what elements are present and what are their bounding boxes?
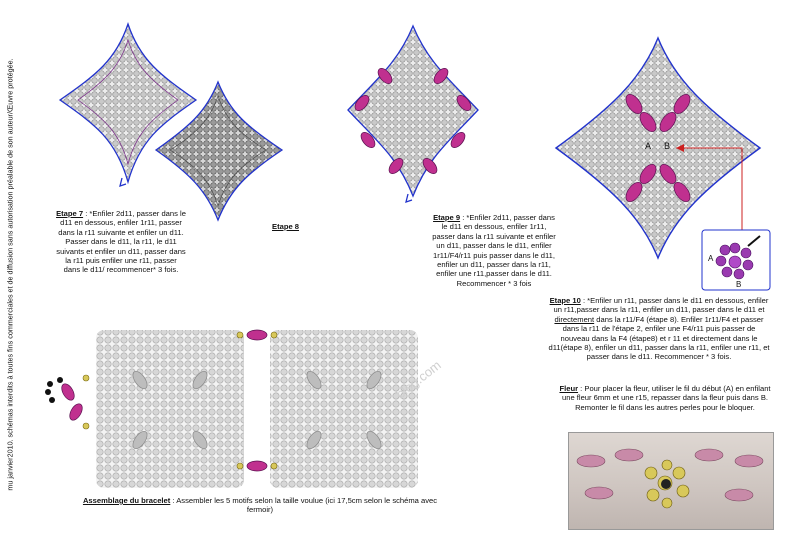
copyright-text: mu janvier2010. schémas interdits à toutes fins commerciales et de diffusion sans autorisation préalable de son auteur/Œuvre protégée. (5, 58, 15, 491)
bracelet-photo-illustration (569, 433, 773, 529)
fleur-text: : Pour placer la fleur, utiliser le fil du début (A) en enfilant une fleur 6mm et une r15, repasser dans la fleur puis dans B. Remonter le fil dans les autres perles pour le bloquer. (562, 384, 771, 412)
fleur-title: Fleur (559, 384, 579, 393)
inset-label-a: A (708, 254, 714, 263)
step10-text-a: : *Enfiler un r11, passer dans le d11 en dessous, enfiler un r11,passer dans la r11, enfiler un d11, passer dans le d11 et (553, 296, 769, 315)
step10-instructions (548, 296, 770, 362)
step9-title: Etape 9 (433, 213, 461, 222)
step8-title: Etape 8 (272, 222, 300, 231)
assemblage-instructions (70, 496, 450, 515)
assemblage-title: Assemblage du bracelet (82, 496, 171, 505)
step10-text-underlined: directement (554, 314, 595, 324)
inset-label-b: B (736, 280, 742, 289)
assemblage-text: : Assembler les 5 motifs selon la taille voulue (ici 17,5cm selon le schéma avec fermoir) (170, 496, 438, 515)
step7-title: Etape 7 (56, 209, 84, 218)
step7-text: : *Enfiler 2d11, passer dans le d11 en dessous, enfiler 1r11, passer dans la r11 suivante et enfiler un d11. Passer dans le d11, la r11, le d11 suivants et enfiler un d11, passer dans la r11 puis enfiler une r11, passer dans le d11/ recommencer* 3 fois. (56, 209, 186, 275)
label-b: B (664, 141, 671, 151)
watermark: blog.com (392, 357, 444, 402)
bracelet-photo (568, 432, 774, 530)
step10-title: Etape 10 (549, 296, 581, 305)
label-a: A (645, 141, 652, 151)
step9-instructions (430, 213, 558, 288)
step7-instructions (56, 209, 186, 275)
step9-text: : *Enfiler 2d11, passer dans le d11 en dessous, enfiler 1r11, passer dans la r11 suivante et enfiler un d11, passer dans le d11, enfiler 1r11/F4/r11 puis passer dans le d11, enfiler un d11, passer dans la r11, enfiler une r11,passer dans le d11. Recommencer * 3 fois (432, 213, 556, 288)
bracelet-assembly (45, 330, 418, 488)
step10-motif (556, 38, 770, 290)
step10-text-b: dans la r11/F4 (étape 8). Enfiler 1r11/F4 et passer dans la r11 de l'étape 2, enfiler une F4/r11 puis passer de nouveau dans la F4 (étape8) et r 11 et directement dans le d11(étape 8), enfiler un d11, passer dans la r11, enfiler une r11, et passer dans le d11. Recommencer * 3 fois. (548, 314, 770, 362)
fleur-instructions (558, 384, 772, 412)
step9-motif (348, 26, 478, 202)
